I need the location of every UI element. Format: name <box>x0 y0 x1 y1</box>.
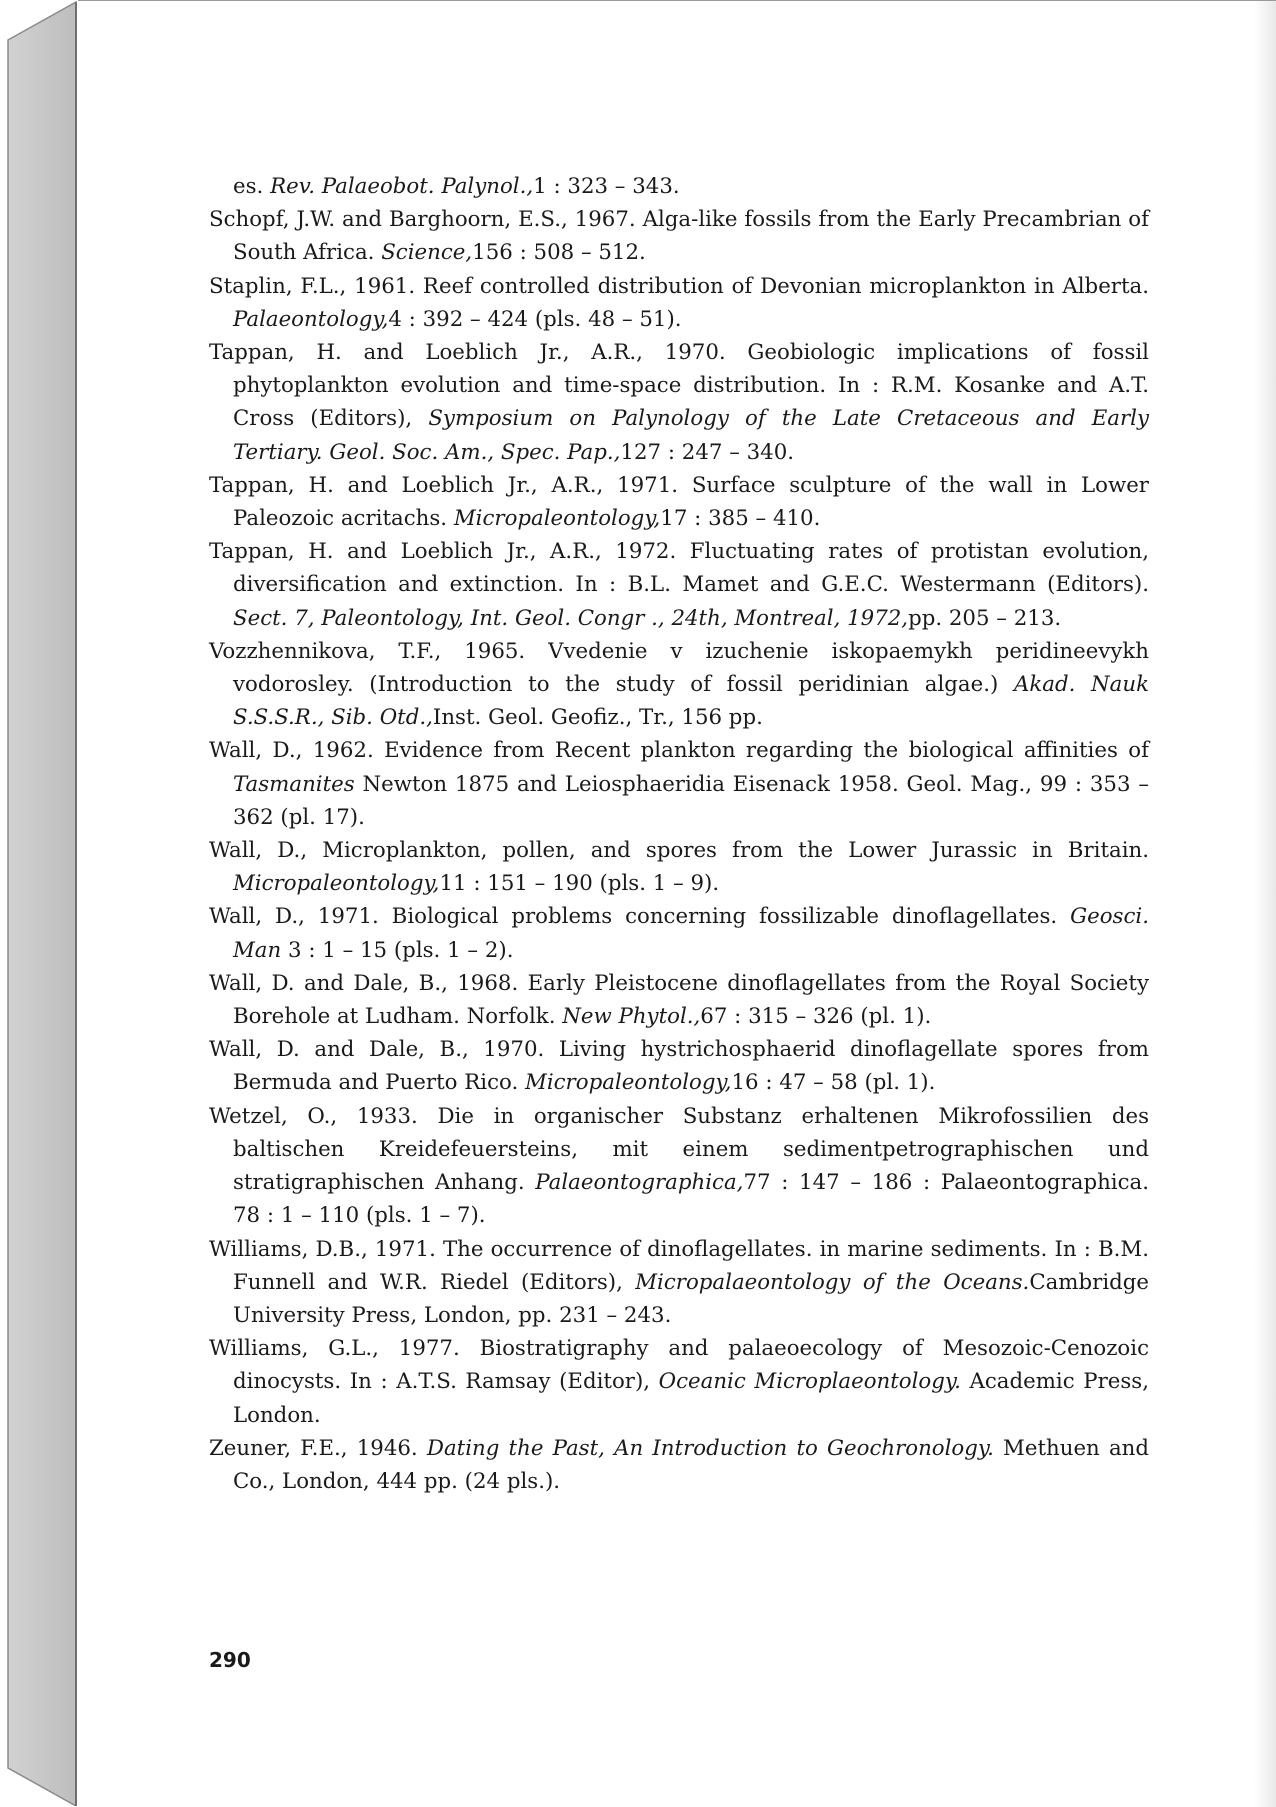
book-spine <box>0 0 80 1806</box>
page-number: 290 <box>209 1648 251 1672</box>
reference-entry: Wetzel, O., 1933. Die in organischer Substanz erhaltenen Mikrofossilien des baltischen Kreidefeuersteins, mit einem sedimentpetrographischen und stratigraphischen Anhang. Palaeontographica,77 : 147 – 186 : Palaeontographica. 78 : 1 – 110 (pls. 1 – 7). <box>209 1103 1149 1229</box>
reference-entry: Schopf, J.W. and Barghoorn, E.S., 1967. Alga-like fossils from the Early Precambrian of South Africa. Science,156 : 508 – 512. <box>209 207 1149 266</box>
reference-entry: Tappan, H. and Loeblich Jr., A.R., 1971. Surface sculpture of the wall in Lower Paleozoic acritachs. Micropaleontology,17 : 385 – 410. <box>209 472 1149 532</box>
reference-entry: Wall, D. and Dale, B., 1968. Early Pleistocene dinoflagellates from the Royal Society Borehole at Ludham. Norfolk. New Phytol.,67 : 315 – 326 (pl. 1). <box>209 970 1149 1030</box>
reference-entry: Wall, D., 1971. Biological problems concerning fossilizable dinoflagellates. Geosci. Man 3 : 1 – 15 (pls. 1 – 2). <box>209 904 1149 963</box>
reference-entry: Wall, D. and Dale, B., 1970. Living hystrichosphaerid dinoflagellate spores from Bermuda and Puerto Rico. Micropaleontology,16 : 47 – 58 (pl. 1). <box>209 1037 1149 1096</box>
reference-entry: Tappan, H. and Loeblich Jr., A.R., 1970. Geobiologic implications of fossil phytoplankton evolution and time-space distribution. In : R.M. Kosanke and A.T. Cross (Editors), Symposium on Palynology of the Late Cretaceous and Early Tertiary. Geol. Soc. Am., Spec. Pap.,127 : 247 – 340. <box>209 340 1150 465</box>
reference-entry: Williams, G.L., 1977. Biostratigraphy and palaeoecology of Mesozoic-Cenozoic dinocysts. In : A.T.S. Ramsay (Editor), Oceanic Microplaeontology. Academic Press, London. <box>209 1336 1149 1428</box>
reference-entry: Wall, D., 1962. Evidence from Recent plankton regarding the biological affinities of Tasmanites Newton 1875 and Leiosphaeridia Eisenack 1958. Geol. Mag., 99 : 353 – 362 (pl. 17). <box>209 738 1149 830</box>
reference-entry: Wall, D., Microplankton, pollen, and spores from the Lower Jurassic in Britain. Micropaleontology,11 : 151 – 190 (pls. 1 – 9). <box>209 838 1149 897</box>
reference-list <box>209 170 1149 1498</box>
reference-entry: Tappan, H. and Loeblich Jr., A.R., 1972. Fluctuating rates of protistan evolution, diversification and extinction. In : B.L. Mamet and G.E.C. Westermann (Editors). Sect. 7, Paleontology, Int. Geol. Congr ., 24th, Montreal, 1972,pp. 205 – 213. <box>209 539 1149 631</box>
reference-entry: Vozzhennikova, T.F., 1965. Vvedenie v izuchenie iskopaemykh peridineevykh vodorosley. (Introduction to the study of fossil peridinian algae.) Akad. Nauk S.S.S.R., Sib. Otd.,Inst. Geol. Geofiz., Tr., 156 pp. <box>209 638 1149 731</box>
reference-entry: Zeuner, F.E., 1946. Dating the Past, An Introduction to Geochronology. Methuen and Co., London, 444 pp. (24 pls.). <box>209 1435 1150 1494</box>
reference-entry: es. Rev. Palaeobot. Palynol.,1 : 323 – 343. <box>233 174 680 199</box>
reference-entry: Staplin, F.L., 1961. Reef controlled distribution of Devonian microplankton in Alberta. Palaeontology,4 : 392 – 424 (pls. 48 – 51). <box>209 273 1149 332</box>
page-edge-shadow <box>1254 1 1276 1807</box>
reference-entry: Williams, D.B., 1971. The occurrence of dinoflagellates. in marine sediments. In : B.M. Funnell and W.R. Riedel (Editors), Micropalaeontology of the Oceans.Cambridge University Press, London, pp. 231 – 243. <box>209 1236 1149 1328</box>
